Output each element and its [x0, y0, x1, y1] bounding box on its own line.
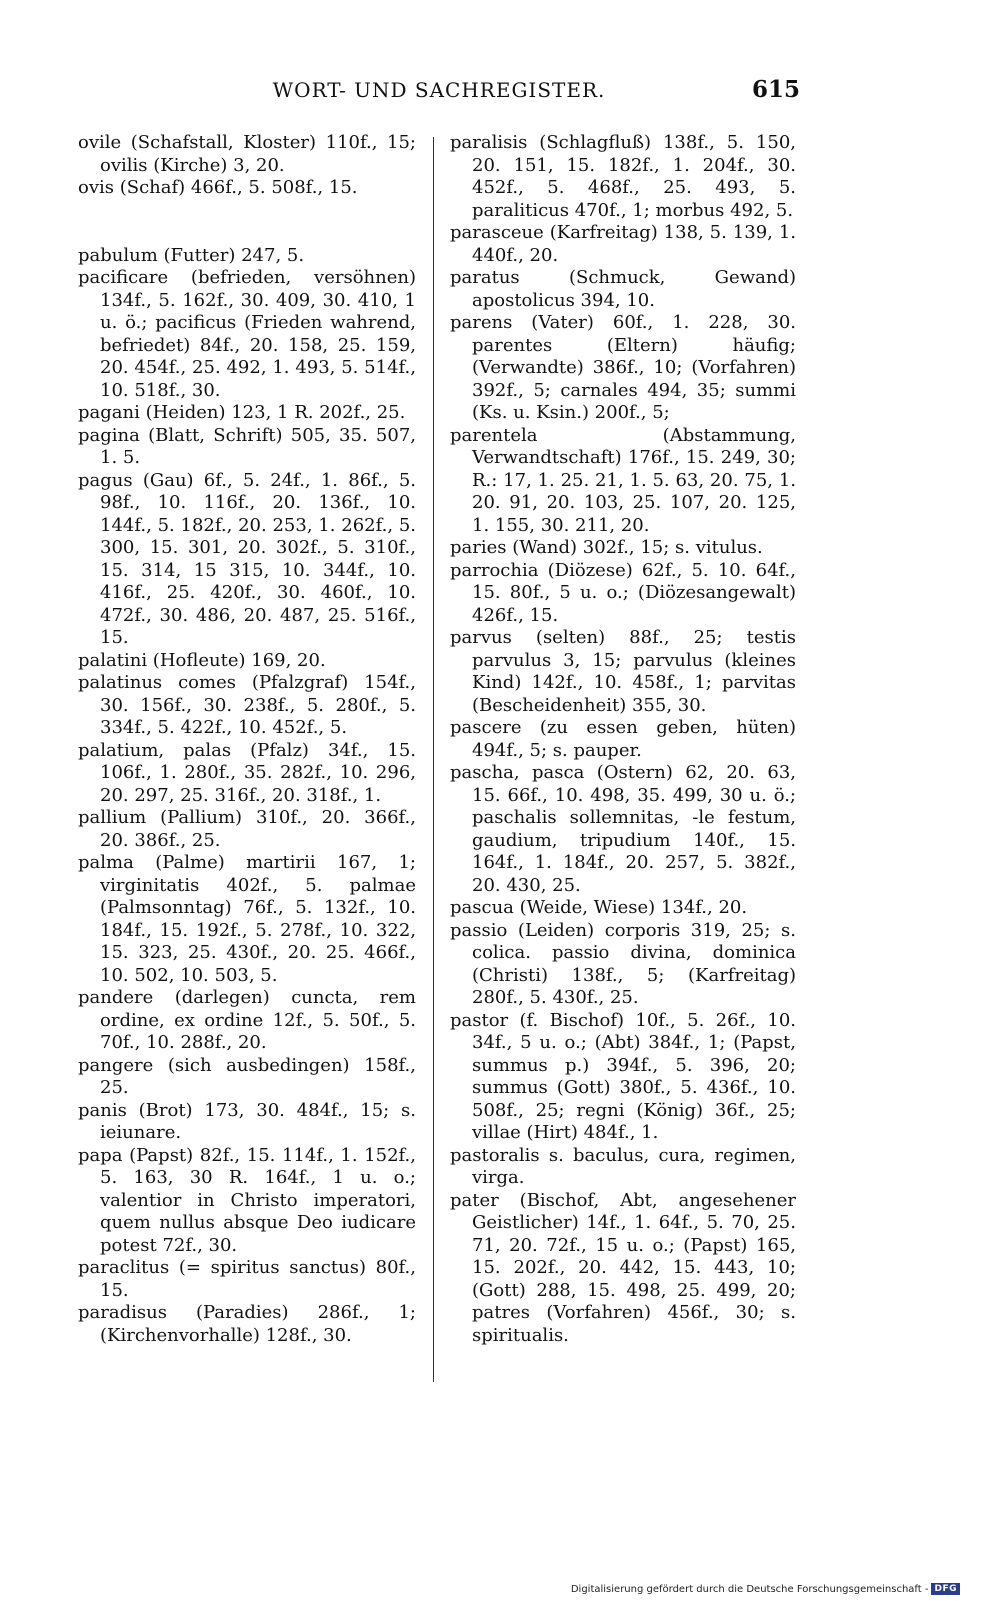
- index-entry: pabulum (Futter) 247, 5.: [78, 244, 305, 266]
- index-entry: pascua (Weide, Wiese) 134f., 20.: [450, 897, 748, 918]
- index-entry: parens (Vater) 60f., 1. 228, 30. parentes (Eltern) häufig; (Verwandte) 386f., 10; (Vorfahren) 392f., 5; carnales 494, 35; summi (Ks. u. Ksin.) 200f., 5;: [450, 312, 796, 423]
- index-entry: pater (Bischof, Abt, angesehener Geistlicher) 14f., 1. 64f., 5. 70, 25. 71, 20. 72f., 15 u. o.; (Papst) 165, 15. 202f., 20. 442, 15. 443, 10; (Gott) 288, 15. 498, 25. 499, 20; patres (Vorfahren) 456f., 30; s. spiritualis.: [450, 1189, 796, 1346]
- index-entry: passio (Leiden) corporis 319, 25; s. colica. passio divina, dominica (Christi) 138f., 5; (Karfreitag) 280f., 5. 430f., 25.: [450, 919, 796, 1008]
- index-entry: ovis (Schaf) 466f., 5. 508f., 15.: [78, 177, 358, 198]
- index-entry: parrochia (Diözese) 62f., 5. 10. 64f., 15. 80f., 5 u. o.; (Diözesangewalt) 426f., 15.: [450, 559, 796, 626]
- right-column: [450, 132, 796, 1347]
- index-entry: paralisis (Schlagfluß) 138f., 5. 150, 20. 151, 15. 182f., 1. 204f., 30. 452f., 5. 468f., 25. 493, 5. paraliticus 470f., 1; morbus 492, 5.: [450, 132, 796, 221]
- index-entry: parentela (Abstammung, Verwandtschaft) 176f., 15. 249, 30; R.: 17, 1. 25. 21, 1. 5. 63, 20. 75, 1. 20. 91, 20. 103, 25. 107, 20. 125, 1. 155, 30. 211, 20.: [450, 424, 796, 536]
- running-title: WORT- UND SACHREGISTER.: [272, 78, 606, 102]
- index-entry: paraclitus (= spiritus sanctus) 80f., 15.: [78, 1257, 416, 1301]
- index-entry: pagus (Gau) 6f., 5. 24f., 1. 86f., 5. 98f., 10. 116f., 20. 136f., 10. 144f., 5. 182f., 20. 253, 1. 262f., 5. 300, 15. 301, 20. 302f., 5. 310f., 15. 314, 15 315, 10. 344f., 10. 416f., 25. 420f., 30. 460f., 10. 472f., 30. 486, 20. 487, 25. 516f., 15.: [78, 469, 416, 648]
- page-header: [78, 78, 800, 114]
- index-entry: pagani (Heiden) 123, 1 R. 202f., 25.: [78, 402, 406, 423]
- index-entry: papa (Papst) 82f., 15. 114f., 1. 152f., 5. 163, 30 R. 164f., 1 u. o.; valentior in Christo imperatori, quem nullus absque Deo iudicare potest 72f., 30.: [78, 1144, 416, 1256]
- index-entry: palma (Palme) martirii 167, 1; virginitatis 402f., 5. palmae (Palmsonntag) 76f., 5. 132f., 10. 184f., 15. 192f., 5. 278f., 10. 322, 15. 323, 25. 430f., 20. 25. 466f., 10. 502, 10. 503, 5.: [78, 852, 416, 986]
- left-column: [78, 132, 416, 1347]
- column-divider: [433, 137, 434, 1382]
- dfg-logo: DFG: [931, 1583, 960, 1595]
- index-entry: pangere (sich ausbedingen) 158f., 25.: [78, 1054, 416, 1098]
- index-entry: palatinus comes (Pfalzgraf) 154f., 30. 156f., 30. 238f., 5. 280f., 5. 334f., 5. 422f., 10. 452f., 5.: [78, 672, 416, 738]
- index-entry: palatium, palas (Pfalz) 34f., 15. 106f., 1. 280f., 35. 282f., 10. 296, 20. 297, 25. 316f., 20. 318f., 1.: [78, 739, 416, 806]
- page-number: 615: [751, 76, 800, 103]
- index-entry: paries (Wand) 302f., 15; s. vitulus.: [450, 537, 763, 558]
- credit-text: Digitalisierung gefördert durch die Deutsche Forschungsgemeinschaft -: [570, 1583, 929, 1595]
- index-entry: paradisus (Paradies) 286f., 1; (Kirchenvorhalle) 128f., 30.: [78, 1302, 416, 1346]
- index-entry: parvus (selten) 88f., 25; testis parvulus 3, 15; parvulus (kleines Kind) 142f., 10. 458f., 1; parvitas (Bescheidenheit) 355, 30.: [450, 627, 796, 716]
- index-entry: pacificare (befrieden, versöhnen) 134f., 5. 162f., 30. 409, 30. 410, 1 u. ö.; pacificus (Frieden wahrend, befriedet) 84f., 20. 158, 25. 159, 20. 454f., 25. 492, 1. 493, 5. 514f., 10. 518f., 30.: [78, 267, 416, 401]
- index-entry: panis (Brot) 173, 30. 484f., 15; s. ieiunare.: [78, 1099, 416, 1143]
- index-entry: pastor (f. Bischof) 10f., 5. 26f., 10. 34f., 5 u. o.; (Abt) 384f., 1; (Papst, summus p.) 394f., 5. 396, 20; summus (Gott) 380f., 5. 436f., 10. 508f., 25; regni (König) 36f., 25; villae (Hirt) 484f., 1.: [450, 1009, 796, 1143]
- index-entry: ovile (Schafstall, Kloster) 110f., 15; ovilis (Kirche) 3, 20.: [78, 132, 416, 176]
- digitization-credit: [571, 1583, 960, 1595]
- index-entry: pandere (darlegen) cuncta, rem ordine, ex ordine 12f., 5. 50f., 5. 70f., 10. 288f., 20.: [78, 987, 416, 1053]
- index-entry: parasceue (Karfreitag) 138, 5. 139, 1. 440f., 20.: [450, 222, 796, 266]
- index-entry: pascha, pasca (Ostern) 62, 20. 63, 15. 66f., 10. 498, 35. 499, 30 u. ö.; paschalis sollemnitas, -le festum, gaudium, tripudium 140f., 15. 164f., 1. 184f., 20. 257, 5. 382f., 20. 430, 25.: [450, 762, 796, 896]
- index-entry: pascere (zu essen geben, hüten) 494f., 5; s. pauper.: [450, 717, 796, 761]
- index-entry: pallium (Pallium) 310f., 20. 366f., 20. 386f., 25.: [78, 807, 416, 851]
- index-entry: pastoralis s. baculus, cura, regimen, virga.: [450, 1144, 796, 1188]
- index-entry: pagina (Blatt, Schrift) 505, 35. 507, 1. 5.: [78, 424, 416, 468]
- index-entry: palatini (Hofleute) 169, 20.: [78, 649, 326, 671]
- index-entry: paratus (Schmuck, Gewand) apostolicus 394, 10.: [450, 267, 796, 311]
